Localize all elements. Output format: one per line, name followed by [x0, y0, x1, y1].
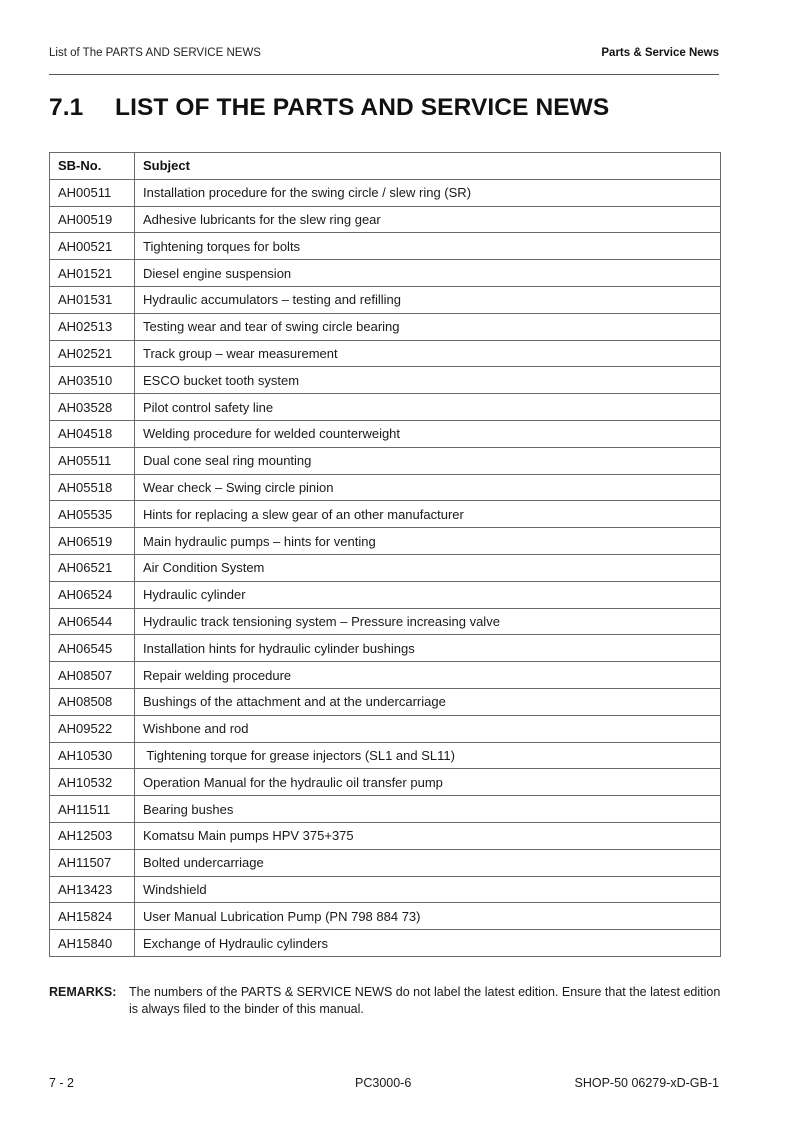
- sb-number-cell: AH02513: [50, 313, 135, 340]
- sb-number-cell: AH09522: [50, 715, 135, 742]
- sb-number-cell: AH11511: [50, 796, 135, 823]
- table-row: [50, 206, 721, 233]
- table-row: [50, 554, 721, 581]
- sb-number-cell: AH03528: [50, 394, 135, 421]
- table-row: [50, 447, 721, 474]
- subject-cell: User Manual Lubrication Pump (PN 798 884 73): [135, 903, 721, 930]
- sb-number-cell: AH05535: [50, 501, 135, 528]
- page-header-right: Parts & Service News: [601, 47, 719, 59]
- sb-number-cell: AH04518: [50, 420, 135, 447]
- sb-number-cell: AH13423: [50, 876, 135, 903]
- section-number: 7.1: [49, 94, 84, 121]
- table-row: [50, 688, 721, 715]
- sb-number-cell: AH08508: [50, 688, 135, 715]
- table-row: [50, 742, 721, 769]
- subject-cell: Hydraulic cylinder: [135, 581, 721, 608]
- header-divider: [49, 74, 719, 75]
- subject-cell: Tightening torque for grease injectors (SL1 and SL11): [135, 742, 721, 769]
- sb-number-cell: AH00519: [50, 206, 135, 233]
- table-row: [50, 394, 721, 421]
- parts-service-news-table: [49, 152, 721, 957]
- column-header-sb-no: SB-No.: [50, 153, 135, 180]
- table-row: [50, 179, 721, 206]
- table-header-row: [50, 153, 721, 180]
- subject-cell: Pilot control safety line: [135, 394, 721, 421]
- subject-cell: Repair welding procedure: [135, 662, 721, 689]
- subject-cell: Windshield: [135, 876, 721, 903]
- footer-doc-code: SHOP-50 06279-xD-GB-1: [574, 1076, 719, 1090]
- sb-number-cell: AH15840: [50, 930, 135, 957]
- table-row: [50, 662, 721, 689]
- sb-number-cell: AH06521: [50, 554, 135, 581]
- table-row: [50, 420, 721, 447]
- sb-number-cell: AH10530: [50, 742, 135, 769]
- table-row: [50, 822, 721, 849]
- section-title: [49, 94, 609, 122]
- table-row: [50, 528, 721, 555]
- table-row: [50, 930, 721, 957]
- table-row: [50, 340, 721, 367]
- sb-number-cell: AH06524: [50, 581, 135, 608]
- subject-cell: Komatsu Main pumps HPV 375+375: [135, 822, 721, 849]
- subject-cell: Installation procedure for the swing circle / slew ring (SR): [135, 179, 721, 206]
- table-row: [50, 313, 721, 340]
- table-row: [50, 260, 721, 287]
- table-row: [50, 715, 721, 742]
- subject-cell: Hints for replacing a slew gear of an other manufacturer: [135, 501, 721, 528]
- sb-number-cell: AH06544: [50, 608, 135, 635]
- table-row: [50, 876, 721, 903]
- subject-cell: Wear check – Swing circle pinion: [135, 474, 721, 501]
- sb-number-cell: AH10532: [50, 769, 135, 796]
- remarks-label: REMARKS:: [49, 985, 117, 999]
- column-header-subject: Subject: [135, 153, 721, 180]
- table-row: [50, 903, 721, 930]
- subject-cell: Wishbone and rod: [135, 715, 721, 742]
- subject-cell: Hydraulic accumulators – testing and refilling: [135, 286, 721, 313]
- table-row: [50, 635, 721, 662]
- sb-number-cell: AH15824: [50, 903, 135, 930]
- table-row: [50, 581, 721, 608]
- subject-cell: Bearing bushes: [135, 796, 721, 823]
- subject-cell: Diesel engine suspension: [135, 260, 721, 287]
- subject-cell: Adhesive lubricants for the slew ring gear: [135, 206, 721, 233]
- subject-cell: Operation Manual for the hydraulic oil transfer pump: [135, 769, 721, 796]
- table-row: [50, 233, 721, 260]
- remarks-text: The numbers of the PARTS & SERVICE NEWS do not label the latest edition. Ensure that the latest edition is always filed to the binder of this manual.: [129, 985, 721, 1016]
- footer-page-number: 7 - 2: [49, 1076, 75, 1090]
- subject-cell: Installation hints for hydraulic cylinder bushings: [135, 635, 721, 662]
- subject-cell: Bolted undercarriage: [135, 849, 721, 876]
- table-row: [50, 849, 721, 876]
- table-row: [50, 286, 721, 313]
- subject-cell: Track group – wear measurement: [135, 340, 721, 367]
- subject-cell: Testing wear and tear of swing circle bearing: [135, 313, 721, 340]
- sb-number-cell: AH06545: [50, 635, 135, 662]
- sb-number-cell: AH01531: [50, 286, 135, 313]
- subject-cell: Main hydraulic pumps – hints for venting: [135, 528, 721, 555]
- table-row: [50, 501, 721, 528]
- subject-cell: ESCO bucket tooth system: [135, 367, 721, 394]
- sb-number-cell: AH05511: [50, 447, 135, 474]
- subject-cell: Hydraulic track tensioning system – Pressure increasing valve: [135, 608, 721, 635]
- subject-cell: Welding procedure for welded counterweight: [135, 420, 721, 447]
- subject-cell: Exchange of Hydraulic cylinders: [135, 930, 721, 957]
- sb-number-cell: AH02521: [50, 340, 135, 367]
- sb-number-cell: AH00521: [50, 233, 135, 260]
- page-header-left: List of The PARTS AND SERVICE NEWS: [49, 47, 261, 59]
- table-row: [50, 796, 721, 823]
- sb-number-cell: AH00511: [50, 179, 135, 206]
- table-row: [50, 608, 721, 635]
- sb-number-cell: AH01521: [50, 260, 135, 287]
- subject-cell: Dual cone seal ring mounting: [135, 447, 721, 474]
- sb-number-cell: AH05518: [50, 474, 135, 501]
- sb-number-cell: AH12503: [50, 822, 135, 849]
- subject-cell: Bushings of the attachment and at the undercarriage: [135, 688, 721, 715]
- table-row: [50, 367, 721, 394]
- subject-cell: Tightening torques for bolts: [135, 233, 721, 260]
- sb-number-cell: AH03510: [50, 367, 135, 394]
- sb-number-cell: AH08507: [50, 662, 135, 689]
- subject-cell: Air Condition System: [135, 554, 721, 581]
- remarks: [49, 984, 721, 1018]
- table-row: [50, 769, 721, 796]
- sb-number-cell: AH06519: [50, 528, 135, 555]
- section-title-text: LIST OF THE PARTS AND SERVICE NEWS: [115, 94, 610, 121]
- sb-number-cell: AH11507: [50, 849, 135, 876]
- footer-model: PC3000-6: [355, 1076, 412, 1090]
- table-row: [50, 474, 721, 501]
